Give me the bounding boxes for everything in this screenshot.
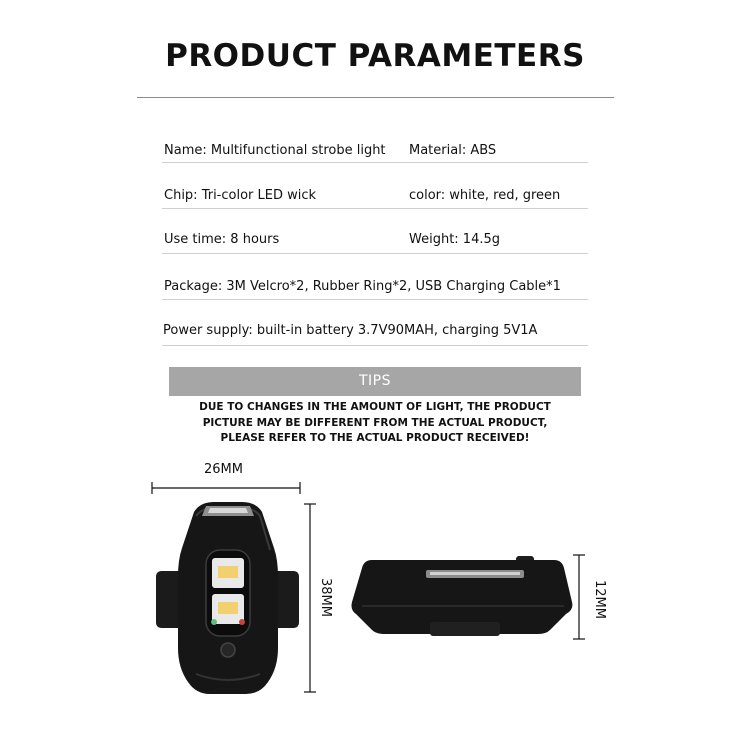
param-use-time: Use time: 8 hours [164, 232, 280, 247]
row-divider [162, 253, 588, 254]
param-package: Package: 3M Velcro*2, Rubber Ring*2, USB Charging Cable*1 [164, 279, 561, 294]
height-dimension-label: 38MM [317, 578, 333, 617]
width-dimension-line [150, 480, 302, 496]
param-name: Name: Multifunctional strobe light [164, 143, 386, 158]
tips-line: DUE TO CHANGES IN THE AMOUNT OF LIGHT, THE PRODUCT [199, 401, 551, 413]
tips-line: PLEASE REFER TO THE ACTUAL PRODUCT RECEIVED! [220, 432, 530, 444]
row-divider [162, 299, 588, 300]
param-power: Power supply: built-in battery 3.7V90MAH, charging 5V1A [163, 323, 538, 338]
thickness-dimension-label: 12MM [591, 580, 607, 619]
height-dimension-line [302, 502, 318, 694]
tips-header: TIPS [169, 367, 581, 396]
row-divider [162, 345, 588, 346]
row-divider [162, 208, 588, 209]
width-dimension-label: 26MM [204, 462, 243, 477]
tips-line: PICTURE MAY BE DIFFERENT FROM THE ACTUAL PRODUCT, [202, 417, 548, 429]
title-divider [137, 97, 614, 98]
strobe-light-front-image [150, 498, 305, 698]
thickness-dimension-line [571, 553, 587, 641]
param-chip: Chip: Tri-color LED wick [164, 188, 317, 203]
param-material: Material: ABS [409, 143, 497, 158]
param-weight: Weight: 14.5g [409, 232, 500, 247]
row-divider [162, 162, 588, 163]
param-color: color: white, red, green [409, 188, 561, 203]
strobe-light-side-image [350, 548, 575, 643]
page-title: PRODUCT PARAMETERS [165, 38, 585, 74]
